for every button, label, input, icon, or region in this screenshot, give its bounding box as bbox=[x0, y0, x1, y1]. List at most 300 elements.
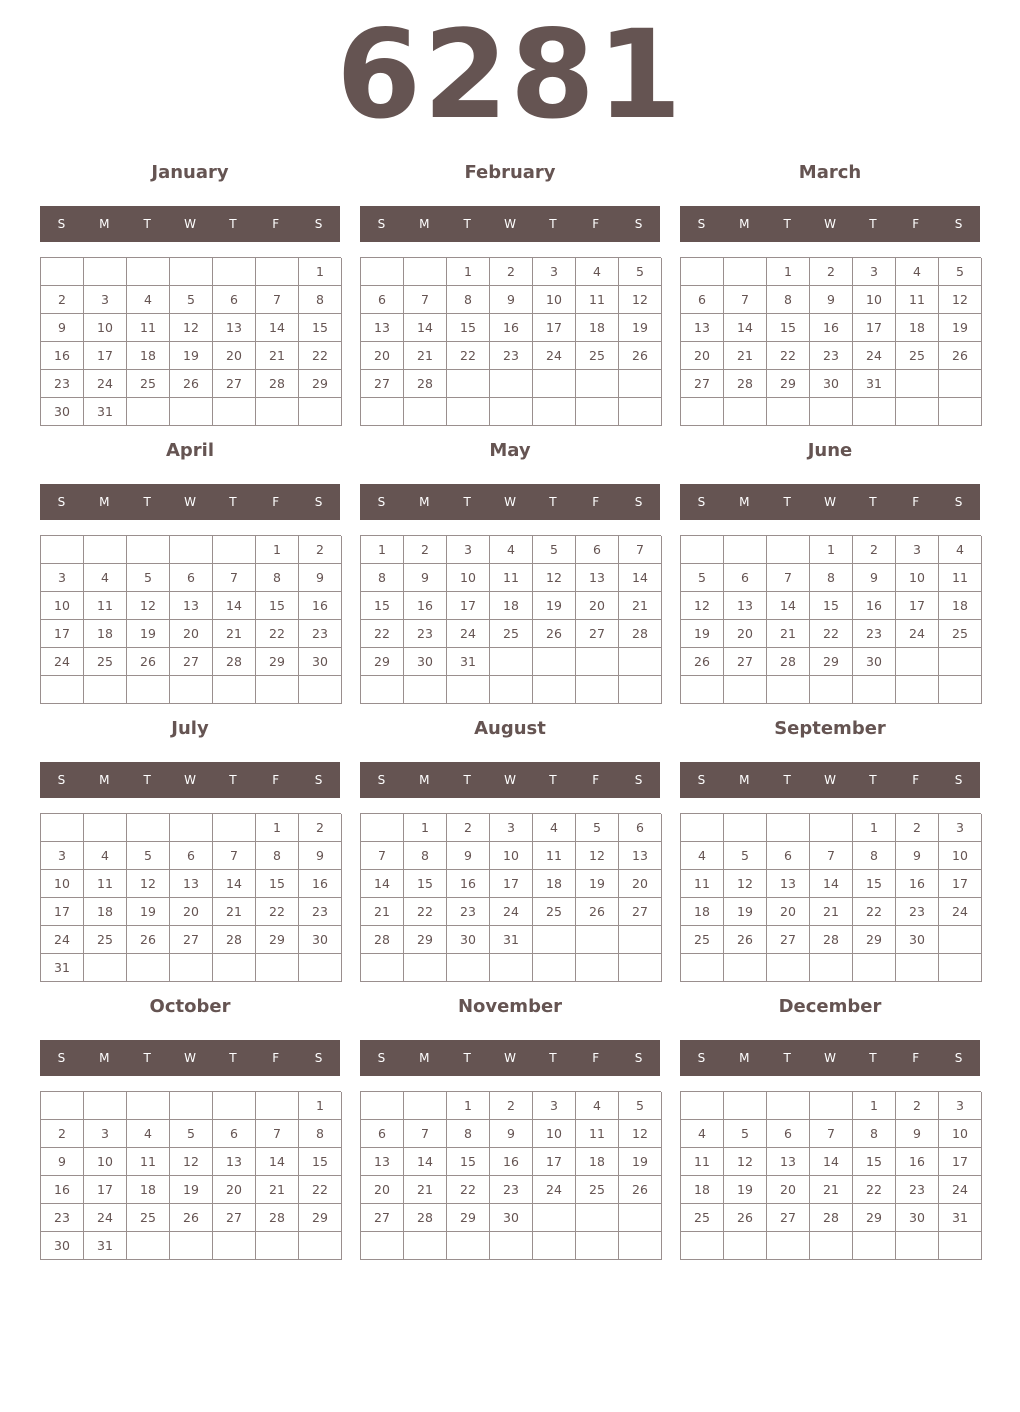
day-cell: 15 bbox=[810, 592, 853, 620]
day-cell: 5 bbox=[576, 814, 619, 842]
day-cell: 1 bbox=[299, 1092, 342, 1120]
weekday-label: T bbox=[549, 495, 557, 509]
day-cell: 19 bbox=[576, 870, 619, 898]
empty-cell bbox=[490, 398, 533, 426]
day-cell: 25 bbox=[533, 898, 576, 926]
day-cell: 21 bbox=[256, 342, 299, 370]
day-cell: 29 bbox=[256, 926, 299, 954]
day-cell: 7 bbox=[213, 842, 256, 870]
day-cell: 10 bbox=[447, 564, 490, 592]
weekday-label: T bbox=[229, 495, 237, 509]
empty-cell bbox=[576, 398, 619, 426]
day-cell: 14 bbox=[724, 314, 767, 342]
day-cell: 18 bbox=[127, 1176, 170, 1204]
day-cell: 27 bbox=[576, 620, 619, 648]
weekday-label: F bbox=[912, 773, 920, 787]
day-cell: 10 bbox=[41, 592, 84, 620]
day-cell: 26 bbox=[170, 1204, 213, 1232]
empty-cell bbox=[447, 1232, 490, 1260]
day-cell: 29 bbox=[810, 648, 853, 676]
day-cell: 15 bbox=[256, 592, 299, 620]
day-cell: 25 bbox=[681, 1204, 724, 1232]
empty-cell bbox=[84, 258, 127, 286]
empty-cell bbox=[681, 954, 724, 982]
weekday-label: S bbox=[377, 773, 386, 787]
day-grid bbox=[360, 813, 661, 982]
day-cell: 17 bbox=[84, 1176, 127, 1204]
empty-cell bbox=[619, 648, 662, 676]
day-cell: 30 bbox=[896, 926, 939, 954]
weekday-label: M bbox=[419, 1051, 430, 1065]
day-cell: 15 bbox=[299, 1148, 342, 1176]
day-cell: 4 bbox=[681, 842, 724, 870]
day-cell: 8 bbox=[853, 1120, 896, 1148]
empty-cell bbox=[576, 1232, 619, 1260]
day-cell: 17 bbox=[853, 314, 896, 342]
weekday-label: M bbox=[99, 217, 110, 231]
weekday-label: W bbox=[184, 773, 196, 787]
empty-cell bbox=[213, 398, 256, 426]
day-cell: 9 bbox=[490, 1120, 533, 1148]
empty-cell bbox=[853, 1232, 896, 1260]
day-cell: 29 bbox=[361, 648, 404, 676]
day-cell: 1 bbox=[447, 258, 490, 286]
day-cell: 20 bbox=[170, 620, 213, 648]
day-cell: 6 bbox=[619, 814, 662, 842]
day-cell: 14 bbox=[361, 870, 404, 898]
day-cell: 30 bbox=[299, 926, 342, 954]
day-cell: 14 bbox=[256, 1148, 299, 1176]
day-cell: 11 bbox=[127, 314, 170, 342]
empty-cell bbox=[299, 398, 342, 426]
weekday-label: T bbox=[463, 773, 471, 787]
weekday-label: S bbox=[377, 495, 386, 509]
day-cell: 12 bbox=[939, 286, 982, 314]
day-cell: 3 bbox=[84, 1120, 127, 1148]
day-cell: 9 bbox=[404, 564, 447, 592]
day-cell: 26 bbox=[533, 620, 576, 648]
day-cell: 29 bbox=[767, 370, 810, 398]
month-name: November bbox=[457, 996, 563, 1017]
day-cell: 26 bbox=[724, 1204, 767, 1232]
weekday-label: W bbox=[184, 1051, 196, 1065]
day-grid bbox=[680, 1091, 981, 1260]
weekday-label: M bbox=[739, 1051, 750, 1065]
day-cell: 26 bbox=[619, 1176, 662, 1204]
day-cell: 26 bbox=[576, 898, 619, 926]
empty-cell bbox=[404, 954, 447, 982]
day-cell: 31 bbox=[853, 370, 896, 398]
day-cell: 10 bbox=[490, 842, 533, 870]
day-cell: 24 bbox=[41, 648, 84, 676]
day-cell: 20 bbox=[681, 342, 724, 370]
day-grid bbox=[360, 257, 661, 426]
day-cell: 17 bbox=[41, 898, 84, 926]
empty-cell bbox=[256, 1092, 299, 1120]
empty-cell bbox=[681, 258, 724, 286]
day-grid bbox=[680, 813, 981, 982]
day-cell: 23 bbox=[299, 898, 342, 926]
month-name: December bbox=[778, 996, 882, 1017]
empty-cell bbox=[84, 536, 127, 564]
empty-cell bbox=[256, 258, 299, 286]
empty-cell bbox=[619, 926, 662, 954]
day-cell: 16 bbox=[490, 314, 533, 342]
weekday-label: S bbox=[697, 1051, 706, 1065]
day-cell: 28 bbox=[213, 926, 256, 954]
day-cell: 22 bbox=[404, 898, 447, 926]
day-cell: 16 bbox=[490, 1148, 533, 1176]
empty-cell bbox=[533, 926, 576, 954]
day-cell: 7 bbox=[404, 286, 447, 314]
empty-cell bbox=[767, 536, 810, 564]
empty-cell bbox=[810, 814, 853, 842]
day-cell: 7 bbox=[213, 564, 256, 592]
empty-cell bbox=[127, 1232, 170, 1260]
day-cell: 11 bbox=[576, 286, 619, 314]
day-cell: 12 bbox=[576, 842, 619, 870]
day-cell: 5 bbox=[939, 258, 982, 286]
day-cell: 5 bbox=[619, 1092, 662, 1120]
day-cell: 13 bbox=[361, 1148, 404, 1176]
year-title: 6281 bbox=[336, 4, 684, 146]
day-cell: 17 bbox=[939, 1148, 982, 1176]
day-cell: 20 bbox=[576, 592, 619, 620]
day-cell: 3 bbox=[533, 258, 576, 286]
weekday-label: M bbox=[99, 773, 110, 787]
day-cell: 29 bbox=[256, 648, 299, 676]
day-cell: 7 bbox=[767, 564, 810, 592]
day-grid bbox=[360, 535, 661, 704]
empty-cell bbox=[724, 258, 767, 286]
day-cell: 22 bbox=[256, 620, 299, 648]
empty-cell bbox=[939, 954, 982, 982]
day-cell: 16 bbox=[41, 342, 84, 370]
day-cell: 4 bbox=[576, 1092, 619, 1120]
day-cell: 24 bbox=[939, 898, 982, 926]
day-cell: 22 bbox=[256, 898, 299, 926]
weekday-label: T bbox=[143, 495, 151, 509]
empty-cell bbox=[619, 1232, 662, 1260]
empty-cell bbox=[213, 1092, 256, 1120]
day-cell: 26 bbox=[127, 648, 170, 676]
day-cell: 23 bbox=[447, 898, 490, 926]
day-cell: 31 bbox=[41, 954, 84, 982]
day-cell: 7 bbox=[404, 1120, 447, 1148]
day-cell: 14 bbox=[213, 870, 256, 898]
day-cell: 15 bbox=[853, 1148, 896, 1176]
month-name: February bbox=[464, 162, 556, 183]
day-cell: 2 bbox=[299, 536, 342, 564]
day-cell: 27 bbox=[170, 926, 213, 954]
day-cell: 29 bbox=[853, 1204, 896, 1232]
day-cell: 28 bbox=[767, 648, 810, 676]
day-cell: 5 bbox=[619, 258, 662, 286]
empty-cell bbox=[490, 648, 533, 676]
day-cell: 27 bbox=[767, 1204, 810, 1232]
day-cell: 22 bbox=[810, 620, 853, 648]
day-cell: 31 bbox=[84, 398, 127, 426]
day-cell: 30 bbox=[404, 648, 447, 676]
weekday-header bbox=[360, 206, 660, 242]
day-cell: 4 bbox=[896, 258, 939, 286]
empty-cell bbox=[576, 676, 619, 704]
day-cell: 27 bbox=[213, 1204, 256, 1232]
empty-cell bbox=[767, 954, 810, 982]
day-cell: 11 bbox=[127, 1148, 170, 1176]
day-cell: 5 bbox=[127, 842, 170, 870]
day-cell: 16 bbox=[404, 592, 447, 620]
empty-cell bbox=[896, 398, 939, 426]
empty-cell bbox=[681, 1092, 724, 1120]
day-cell: 1 bbox=[404, 814, 447, 842]
day-grid bbox=[680, 535, 981, 704]
day-cell: 30 bbox=[896, 1204, 939, 1232]
empty-cell bbox=[170, 1232, 213, 1260]
day-cell: 20 bbox=[170, 898, 213, 926]
day-cell: 8 bbox=[810, 564, 853, 592]
day-cell: 2 bbox=[299, 814, 342, 842]
empty-cell bbox=[939, 926, 982, 954]
day-cell: 11 bbox=[533, 842, 576, 870]
day-cell: 8 bbox=[853, 842, 896, 870]
weekday-label: W bbox=[184, 217, 196, 231]
weekday-header bbox=[680, 484, 980, 520]
empty-cell bbox=[213, 954, 256, 982]
weekday-label: M bbox=[419, 773, 430, 787]
empty-cell bbox=[810, 1232, 853, 1260]
empty-cell bbox=[361, 954, 404, 982]
day-cell: 9 bbox=[41, 1148, 84, 1176]
weekday-label: T bbox=[143, 217, 151, 231]
day-cell: 24 bbox=[896, 620, 939, 648]
empty-cell bbox=[490, 370, 533, 398]
day-cell: 15 bbox=[256, 870, 299, 898]
weekday-label: T bbox=[869, 217, 877, 231]
day-cell: 19 bbox=[127, 898, 170, 926]
day-cell: 25 bbox=[127, 370, 170, 398]
empty-cell bbox=[490, 1232, 533, 1260]
day-cell: 28 bbox=[810, 1204, 853, 1232]
month-name: October bbox=[149, 996, 231, 1017]
weekday-label: S bbox=[377, 1051, 386, 1065]
weekday-label: M bbox=[419, 495, 430, 509]
day-cell: 30 bbox=[810, 370, 853, 398]
weekday-label: T bbox=[229, 1051, 237, 1065]
day-cell: 27 bbox=[681, 370, 724, 398]
day-cell: 3 bbox=[84, 286, 127, 314]
day-cell: 3 bbox=[939, 814, 982, 842]
day-cell: 6 bbox=[681, 286, 724, 314]
day-cell: 20 bbox=[767, 1176, 810, 1204]
day-cell: 13 bbox=[576, 564, 619, 592]
empty-cell bbox=[447, 676, 490, 704]
weekday-label: S bbox=[57, 217, 66, 231]
day-cell: 18 bbox=[576, 1148, 619, 1176]
day-cell: 14 bbox=[213, 592, 256, 620]
weekday-label: T bbox=[783, 495, 791, 509]
empty-cell bbox=[127, 676, 170, 704]
empty-cell bbox=[810, 398, 853, 426]
empty-cell bbox=[724, 676, 767, 704]
day-cell: 3 bbox=[490, 814, 533, 842]
empty-cell bbox=[767, 1092, 810, 1120]
day-cell: 28 bbox=[724, 370, 767, 398]
day-cell: 5 bbox=[681, 564, 724, 592]
empty-cell bbox=[724, 1092, 767, 1120]
empty-cell bbox=[127, 258, 170, 286]
weekday-header bbox=[40, 206, 340, 242]
day-cell: 24 bbox=[853, 342, 896, 370]
day-cell: 23 bbox=[810, 342, 853, 370]
day-cell: 25 bbox=[896, 342, 939, 370]
day-cell: 15 bbox=[767, 314, 810, 342]
day-cell: 26 bbox=[939, 342, 982, 370]
day-cell: 12 bbox=[681, 592, 724, 620]
day-cell: 24 bbox=[447, 620, 490, 648]
empty-cell bbox=[127, 954, 170, 982]
day-cell: 10 bbox=[84, 1148, 127, 1176]
day-cell: 16 bbox=[810, 314, 853, 342]
day-cell: 28 bbox=[213, 648, 256, 676]
day-cell: 24 bbox=[939, 1176, 982, 1204]
weekday-label: S bbox=[634, 1051, 643, 1065]
day-cell: 1 bbox=[447, 1092, 490, 1120]
weekday-label: W bbox=[824, 495, 836, 509]
day-cell: 14 bbox=[810, 870, 853, 898]
day-cell: 21 bbox=[404, 1176, 447, 1204]
day-cell: 4 bbox=[533, 814, 576, 842]
day-cell: 4 bbox=[576, 258, 619, 286]
day-cell: 18 bbox=[939, 592, 982, 620]
day-cell: 13 bbox=[213, 314, 256, 342]
empty-cell bbox=[533, 370, 576, 398]
day-cell: 18 bbox=[533, 870, 576, 898]
empty-cell bbox=[213, 814, 256, 842]
day-grid bbox=[40, 813, 341, 982]
day-cell: 19 bbox=[170, 1176, 213, 1204]
day-cell: 17 bbox=[84, 342, 127, 370]
day-cell: 6 bbox=[213, 1120, 256, 1148]
day-cell: 11 bbox=[490, 564, 533, 592]
day-cell: 5 bbox=[724, 1120, 767, 1148]
empty-cell bbox=[576, 1204, 619, 1232]
day-cell: 11 bbox=[576, 1120, 619, 1148]
empty-cell bbox=[896, 954, 939, 982]
month-name: August bbox=[474, 718, 546, 739]
empty-cell bbox=[256, 398, 299, 426]
day-cell: 26 bbox=[619, 342, 662, 370]
day-cell: 28 bbox=[619, 620, 662, 648]
weekday-label: W bbox=[184, 495, 196, 509]
empty-cell bbox=[767, 676, 810, 704]
day-cell: 3 bbox=[447, 536, 490, 564]
weekday-label: M bbox=[419, 217, 430, 231]
day-cell: 20 bbox=[361, 342, 404, 370]
empty-cell bbox=[853, 398, 896, 426]
day-cell: 9 bbox=[896, 1120, 939, 1148]
day-cell: 17 bbox=[533, 314, 576, 342]
day-cell: 16 bbox=[853, 592, 896, 620]
day-cell: 23 bbox=[853, 620, 896, 648]
day-cell: 20 bbox=[767, 898, 810, 926]
day-cell: 16 bbox=[299, 592, 342, 620]
day-cell: 31 bbox=[84, 1232, 127, 1260]
day-cell: 4 bbox=[84, 842, 127, 870]
day-cell: 8 bbox=[256, 842, 299, 870]
day-cell: 23 bbox=[41, 1204, 84, 1232]
day-cell: 27 bbox=[361, 1204, 404, 1232]
day-cell: 3 bbox=[896, 536, 939, 564]
weekday-label: F bbox=[592, 1051, 600, 1065]
day-cell: 21 bbox=[213, 620, 256, 648]
weekday-label: W bbox=[504, 773, 516, 787]
day-cell: 22 bbox=[361, 620, 404, 648]
day-cell: 19 bbox=[939, 314, 982, 342]
empty-cell bbox=[681, 1232, 724, 1260]
day-cell: 12 bbox=[619, 1120, 662, 1148]
month-name: May bbox=[489, 440, 531, 461]
day-cell: 28 bbox=[256, 370, 299, 398]
weekday-header bbox=[40, 762, 340, 798]
day-cell: 18 bbox=[681, 898, 724, 926]
empty-cell bbox=[853, 954, 896, 982]
weekday-label: W bbox=[504, 495, 516, 509]
day-cell: 13 bbox=[213, 1148, 256, 1176]
day-cell: 25 bbox=[490, 620, 533, 648]
day-cell: 29 bbox=[447, 1204, 490, 1232]
day-grid bbox=[680, 257, 981, 426]
empty-cell bbox=[447, 370, 490, 398]
day-cell: 30 bbox=[41, 1232, 84, 1260]
day-cell: 27 bbox=[767, 926, 810, 954]
day-cell: 5 bbox=[127, 564, 170, 592]
day-cell: 21 bbox=[361, 898, 404, 926]
day-cell: 25 bbox=[681, 926, 724, 954]
day-cell: 3 bbox=[41, 842, 84, 870]
day-cell: 8 bbox=[361, 564, 404, 592]
day-cell: 24 bbox=[84, 370, 127, 398]
day-cell: 4 bbox=[127, 1120, 170, 1148]
empty-cell bbox=[41, 536, 84, 564]
day-cell: 6 bbox=[170, 564, 213, 592]
day-cell: 9 bbox=[853, 564, 896, 592]
weekday-label: T bbox=[463, 1051, 471, 1065]
day-cell: 5 bbox=[170, 286, 213, 314]
day-cell: 8 bbox=[299, 1120, 342, 1148]
day-cell: 13 bbox=[767, 1148, 810, 1176]
day-cell: 25 bbox=[576, 342, 619, 370]
day-cell: 4 bbox=[490, 536, 533, 564]
empty-cell bbox=[127, 1092, 170, 1120]
day-cell: 17 bbox=[41, 620, 84, 648]
weekday-label: T bbox=[143, 773, 151, 787]
weekday-label: W bbox=[504, 217, 516, 231]
day-cell: 9 bbox=[41, 314, 84, 342]
day-cell: 4 bbox=[84, 564, 127, 592]
weekday-label: T bbox=[143, 1051, 151, 1065]
day-cell: 10 bbox=[939, 1120, 982, 1148]
day-cell: 1 bbox=[256, 814, 299, 842]
day-cell: 12 bbox=[533, 564, 576, 592]
weekday-label: T bbox=[549, 1051, 557, 1065]
day-cell: 3 bbox=[939, 1092, 982, 1120]
day-cell: 30 bbox=[447, 926, 490, 954]
day-cell: 20 bbox=[213, 1176, 256, 1204]
day-cell: 23 bbox=[490, 1176, 533, 1204]
day-cell: 23 bbox=[41, 370, 84, 398]
day-cell: 13 bbox=[170, 870, 213, 898]
